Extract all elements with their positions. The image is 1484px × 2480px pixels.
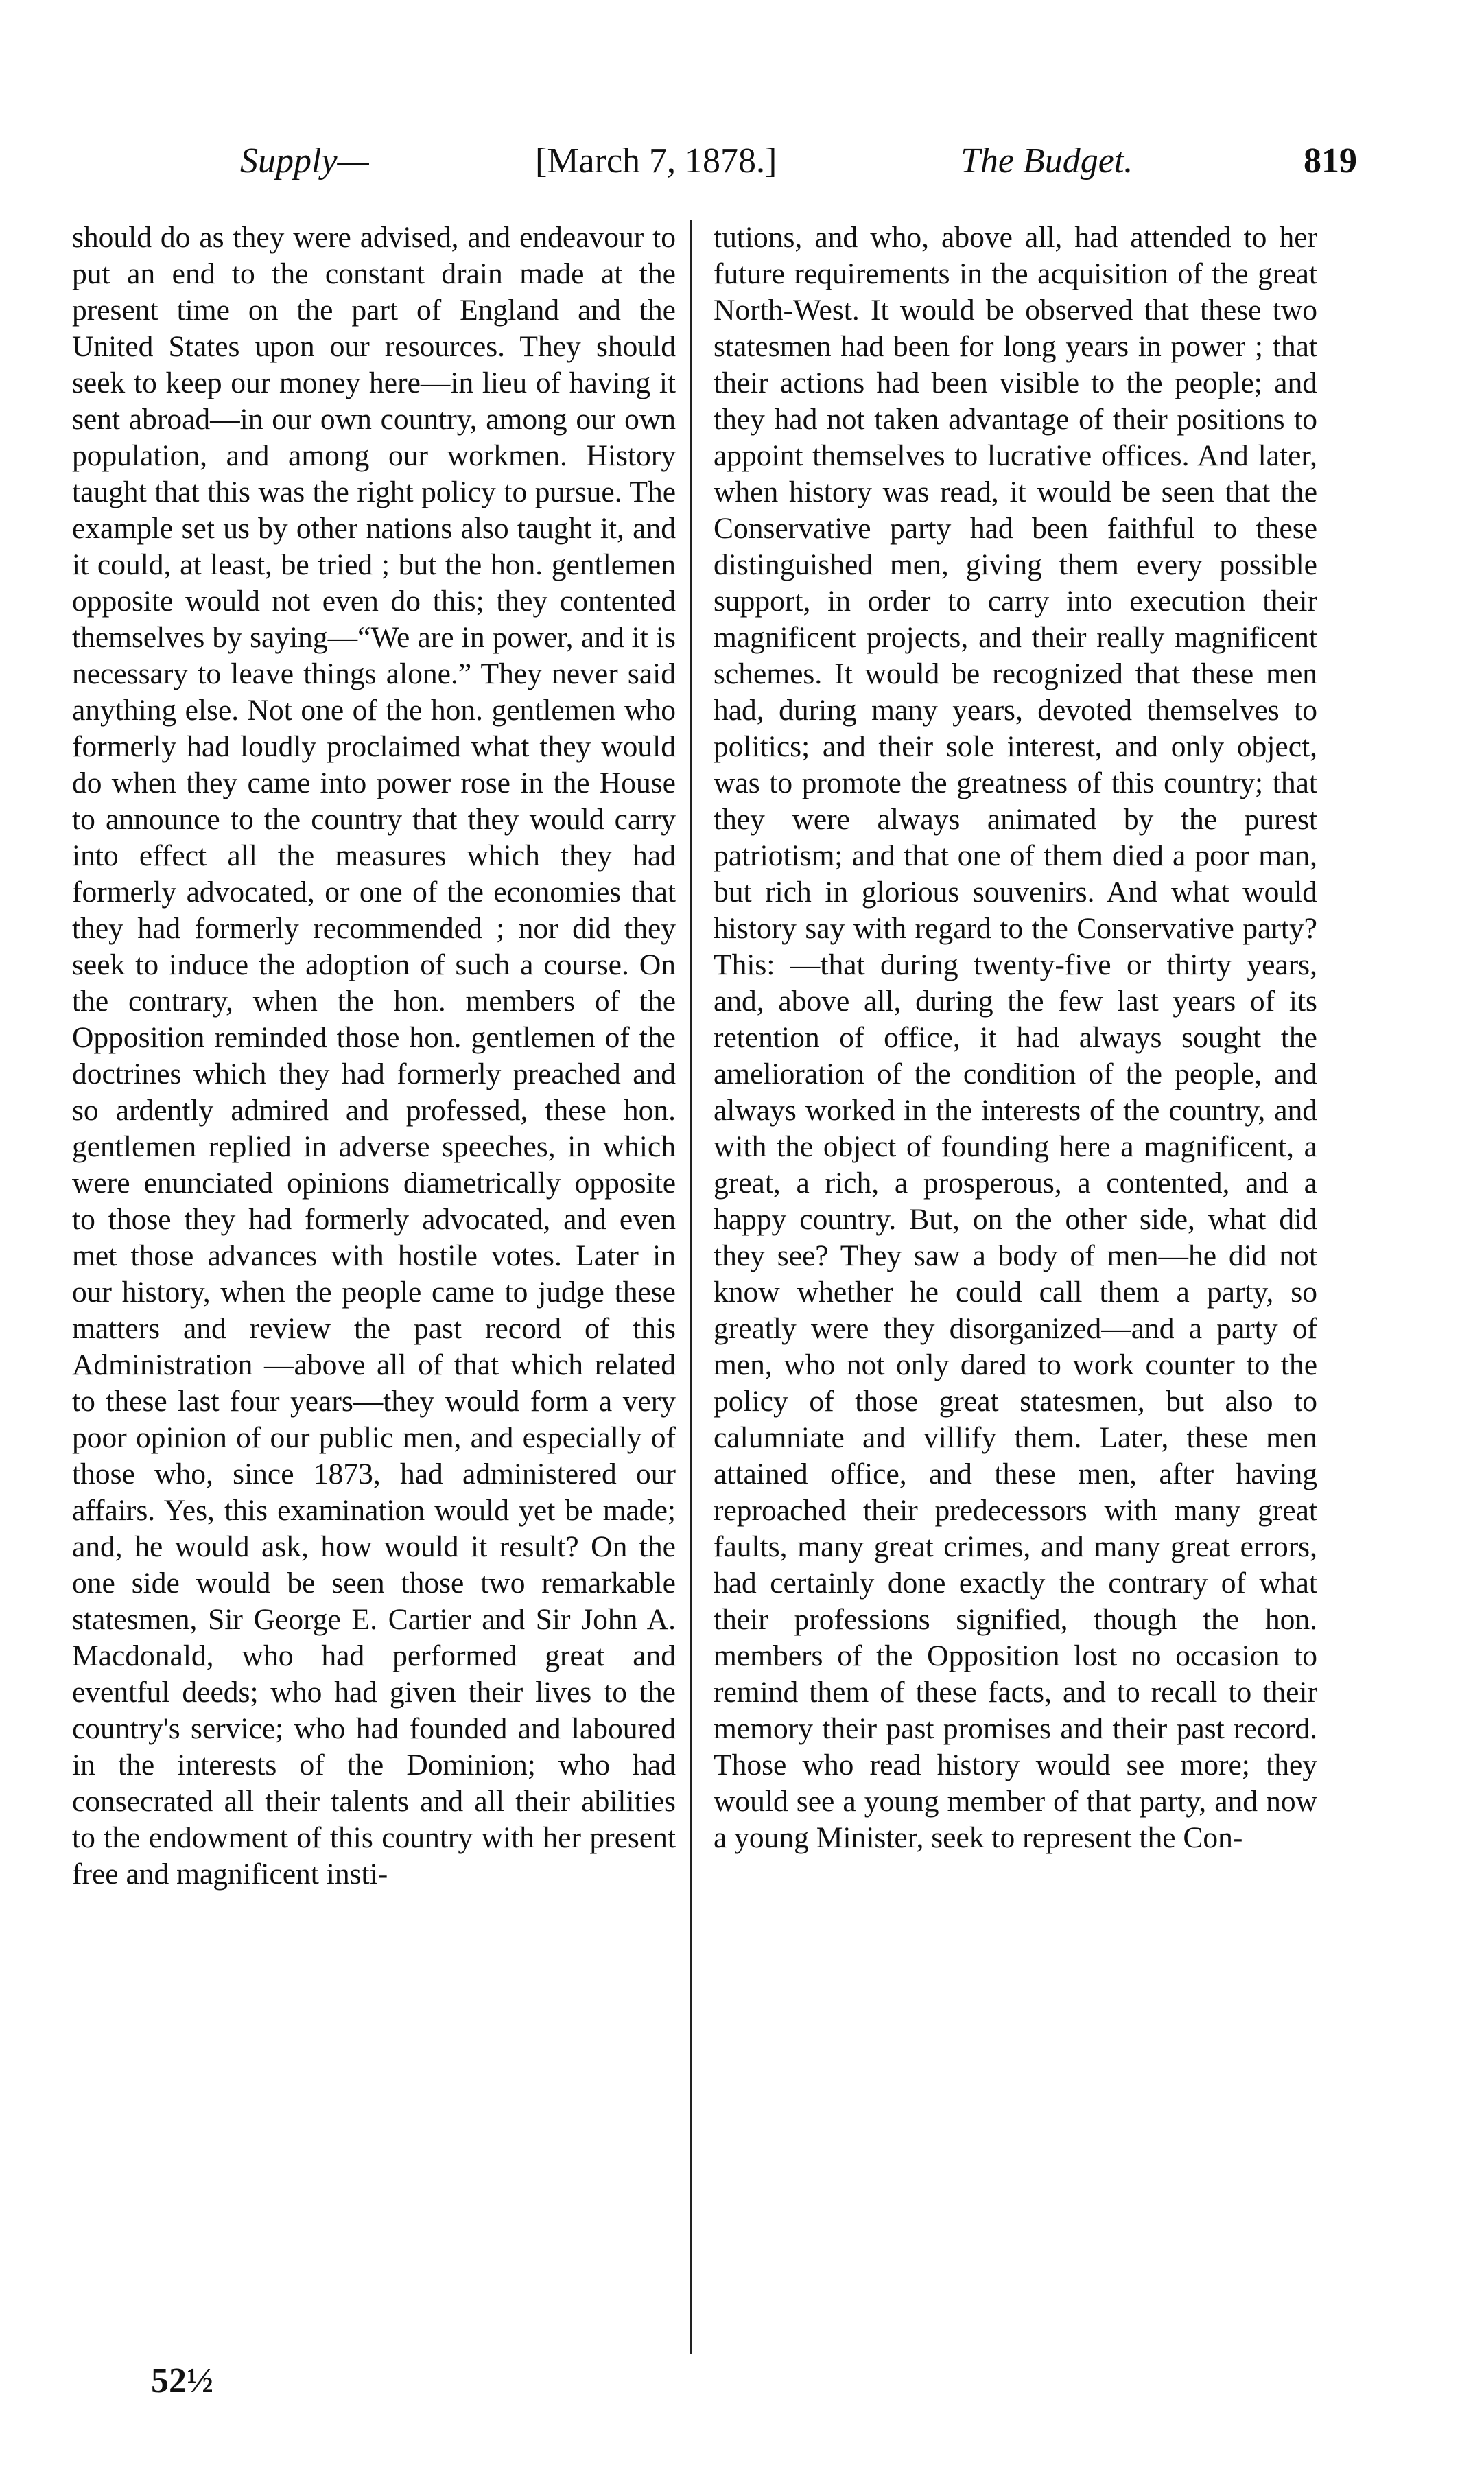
header-date: [March 7, 1878.]: [535, 141, 777, 180]
header-topic: The Budget.: [961, 141, 1133, 180]
signature-mark: 52½: [151, 2361, 213, 2400]
left-column-text: should do as they were advised, and endeavour to put an end to the constant drain made at the present time on the part of England and the United States upon our resources. They should seek to keep our money here—in lieu of having it sent abroad—in our own country, among our own population, and among our workmen. History taught that this was the right policy to pursue. The example set us by other nations also taught it, and it could, at least, be tried ; but the hon. gentlemen opposite would not even do this; they contented themselves by saying—“We are in power, and it is necessary to leave things alone.” They never said anything else. Not one of the hon. gentlemen who formerly had loudly proclaimed what they would do when they came into power rose in the House to announce to the country that they would carry into effect all the measures which they had formerly advocated, or one of the economies that they had formerly recommended ; nor did they seek to induce the adoption of such a course. On the contrary, when the hon. members of the Opposition reminded those hon. gentlemen of the doctrines which they had formerly preached and so ardently admired and professed, these hon. gentlemen replied in adverse speeches, in which were enunciated opinions diametrically opposite to those they had formerly advocated, and even met those advances with hostile votes. Later in our history, when the people came to judge these matters and review the past record of this Administration —above all of that which related to these last four years—they would form a very poor opinion of our public men, and especially of those who, since 1873, had administered our affairs. Yes, this examination would yet be made; and, he would ask, how would it result? On the one side would be seen those two remarkable statesmen, Sir George E. Cartier and Sir John A. Macdonald, who had performed great and eventful deeds; who had given their lives to the country's service; who had founded and laboured in the interests of the Dominion; who had consecrated all their talents and all their abilities to the endowment of this country with her present free and magnificent insti-: [72, 221, 676, 1891]
running-header: [69, 141, 1413, 196]
header-section-title: Supply—: [240, 141, 369, 180]
right-column-text: tutions, and who, above all, had attended to her future requirements in the acquisition of the great North-West. It would be observed that these two statesmen had been for long years in power ; that their actions had been visible to the people; and they had not taken advantage of their positions to appoint themselves to lucrative offices. And later, when history was read, it would be seen that the Conservative party had been faithful to these distinguished men, giving them every possible support, in order to carry into execution their magnificent projects, and their really magnificent schemes. It would be recognized that these men had, during many years, devoted themselves to politics; and their sole interest, and only object, was to promote the greatness of this country; that they were always animated by the purest patriotism; and that one of them died a poor man, but rich in glorious souvenirs. And what would history say with regard to the Conservative party? This: —that during twenty-five or thirty years, and, above all, during the few last years of its retention of office, it had always sought the amelioration of the condition of the people, and always worked in the interests of the country, and with the object of founding here a magnificent, a great, a rich, a prosperous, a contented, and a happy country. But, on the other side, what did they see? They saw a body of men—he did not know whether he could call them a party, so greatly were they disorganized—and a party of men, who not only dared to work counter to the policy of those great statesmen, but also to calumniate and villify them. Later, these men attained office, and these men, after having reproached their predecessors with many great faults, many great crimes, and many great errors, had certainly done exactly the contrary of what their professions signified, though the hon. members of the Opposition lost no occasion to remind them of these facts, and to recall to their memory their past promises and their past record. Those who read history would see more; they would see a young member of that party, and now a young Minister, seek to represent the Con-: [714, 221, 1317, 1854]
page-number: 819: [1304, 141, 1357, 180]
column-divider: [690, 220, 692, 2354]
